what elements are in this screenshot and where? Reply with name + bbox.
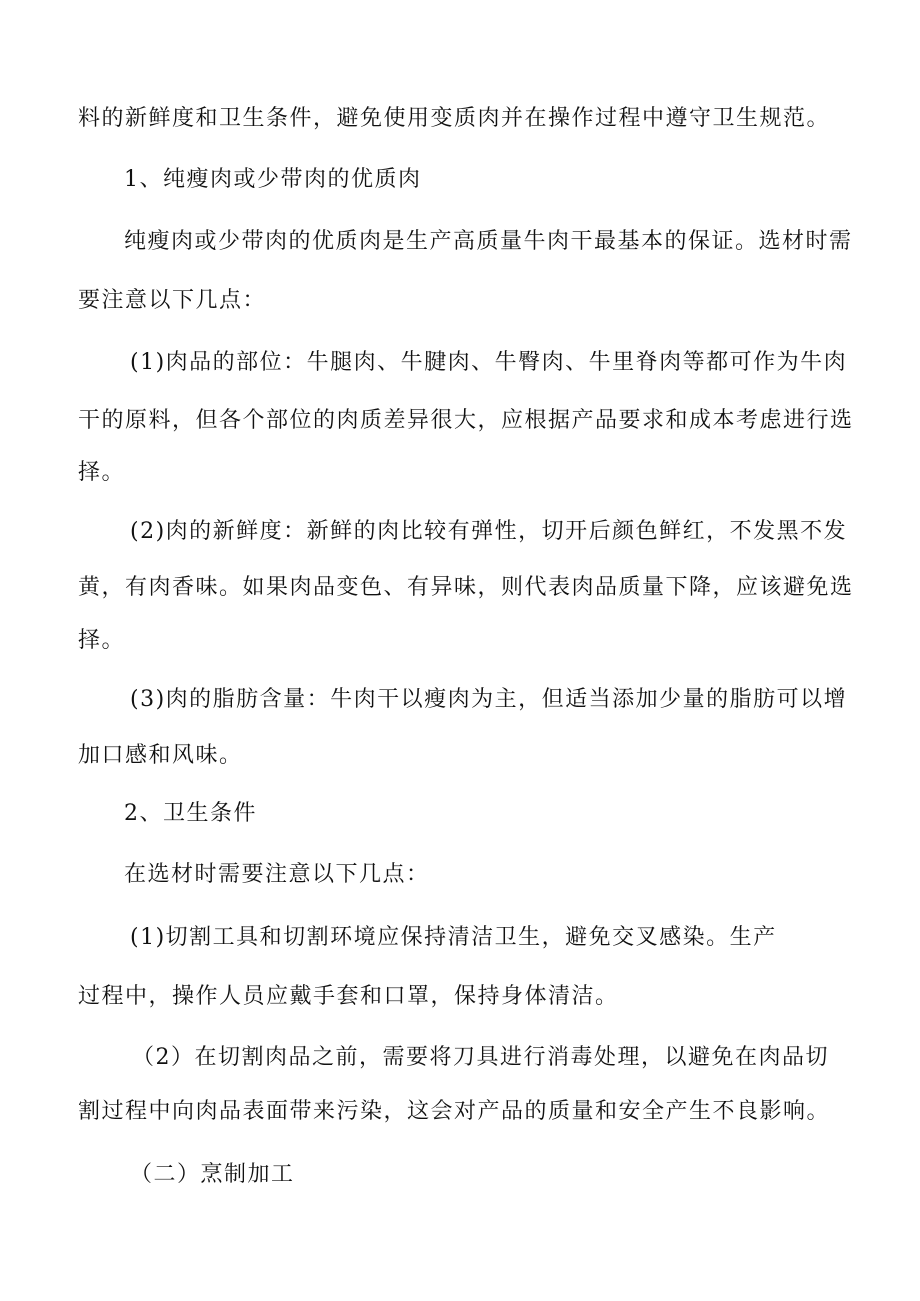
list-item-line: （2）在切割肉品之前，需要将刀具进行消毒处理，以避免在肉品切 [132, 1045, 829, 1070]
section-heading: 1、纯瘦肉或少带肉的优质肉 [124, 167, 422, 192]
list-item-line: (1)切割工具和切割环境应保持清洁卫生，避免交叉感染。生产 [130, 925, 777, 950]
paragraph-line: 黄，有肉香味。如果肉品变色、有异味，则代表肉品质量下降，应该避免选 [78, 575, 854, 600]
paragraph-line: 料的新鲜度和卫生条件，避免使用变质肉并在操作过程中遵守卫生规范。 [78, 106, 831, 131]
paragraph-line: 在选材时需要注意以下几点： [124, 862, 430, 887]
list-item-line: (1)肉品的部位：牛腿肉、牛腱肉、牛臀肉、牛里脊肉等都可作为牛肉 [130, 350, 848, 375]
paragraph-line: 干的原料，但各个部位的肉质差异很大，应根据产品要求和成本考虑进行选 [78, 408, 854, 433]
paragraph-line: 择。 [78, 460, 126, 485]
paragraph-line: 过程中，操作人员应戴手套和口罩，保持身体清洁。 [78, 984, 619, 1009]
paragraph-line: 加口感和风味。 [78, 743, 243, 768]
paragraph-line: 纯瘦肉或少带肉的优质肉是生产高质量牛肉干最基本的保证。选材时需 [124, 229, 853, 254]
paragraph-line: 择。 [78, 628, 126, 653]
paragraph-line: 割过程中向肉品表面带来污染，这会对产品的质量和安全产生不良影响。 [78, 1099, 831, 1124]
paragraph-line: 要注意以下几点： [78, 288, 267, 313]
section-heading: 2、卫生条件 [124, 801, 257, 826]
list-item-line: (2)肉的新鲜度：新鲜的肉比较有弹性，切开后颜色鲜红，不发黑不发 [130, 519, 848, 544]
list-item-line: (3)肉的脂肪含量：牛肉干以瘦肉为主，但适当添加少量的脂肪可以增 [130, 687, 848, 712]
section-heading: （二）烹制加工 [130, 1162, 295, 1187]
